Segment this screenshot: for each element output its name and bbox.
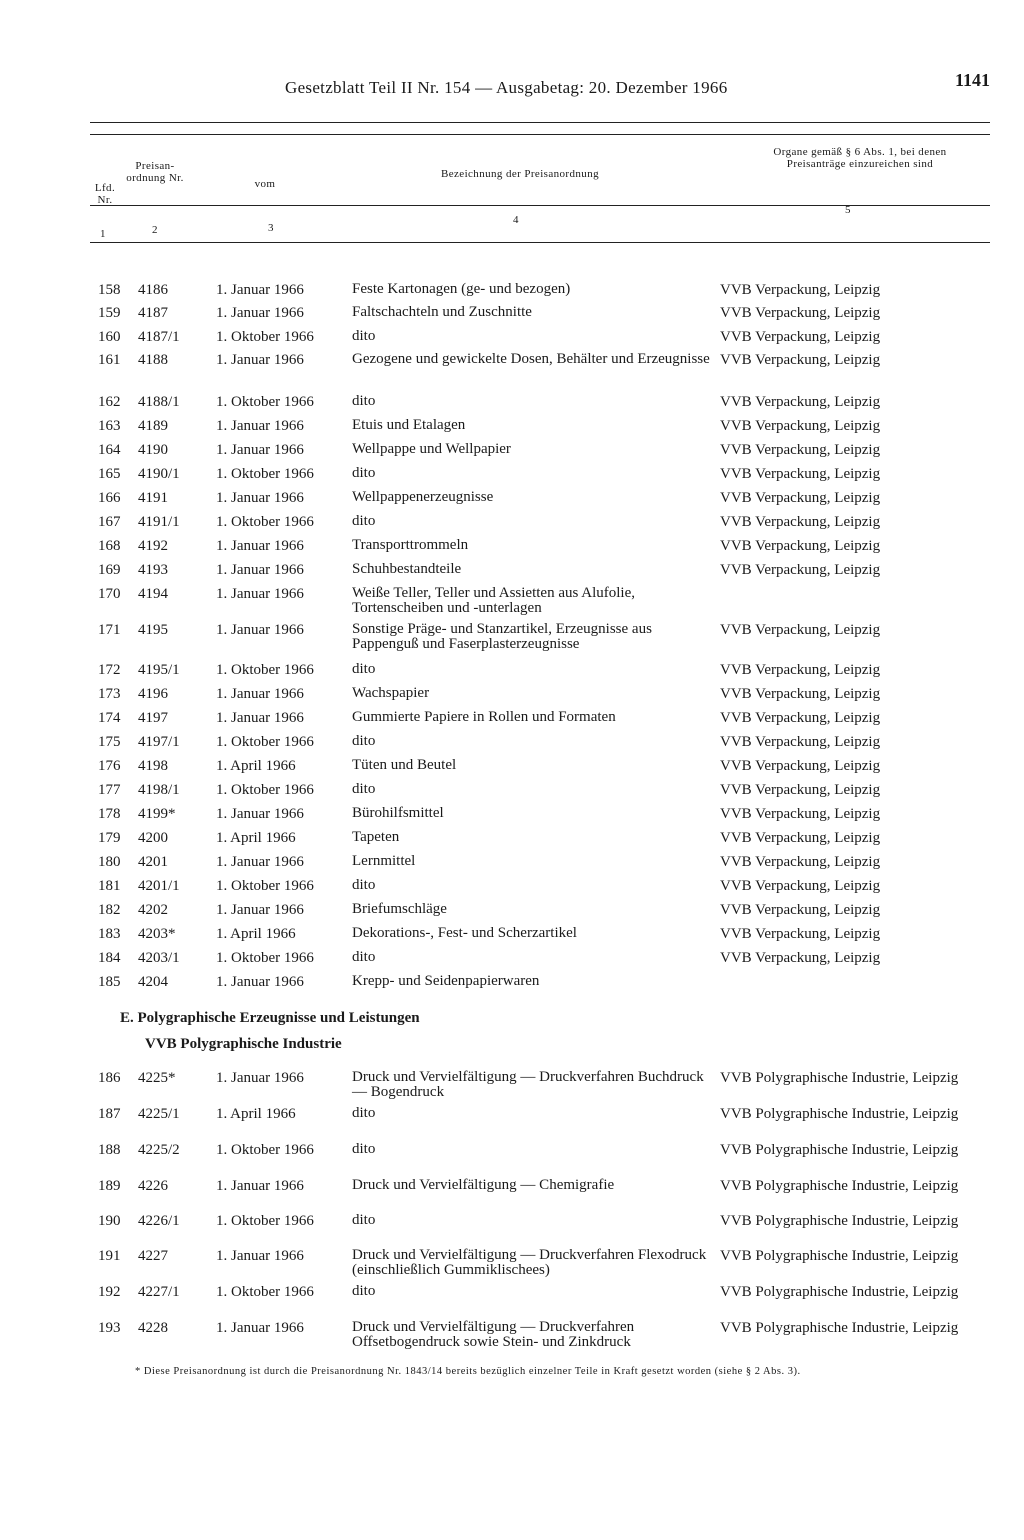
row-bezeichnung: Tapeten bbox=[352, 829, 400, 845]
row-bezeichnung: Bürohilfsmittel bbox=[352, 805, 444, 821]
row-organ: VVB Verpackung, Leipzig bbox=[720, 622, 881, 638]
row-lfd-nr: 176 bbox=[98, 758, 121, 774]
row-preisanordnung-nr: 4201/1 bbox=[138, 878, 180, 894]
row-bezeichnung: Etuis und Etalagen bbox=[352, 417, 466, 433]
row-date: 1. Januar 1966 bbox=[216, 1070, 304, 1086]
row-lfd-nr: 158 bbox=[98, 282, 121, 298]
row-preisanordnung-nr: 4202 bbox=[138, 902, 168, 918]
row-preisanordnung-nr: 4190/1 bbox=[138, 466, 180, 482]
table-row bbox=[90, 329, 970, 351]
row-bezeichnung: Gezogene und gewickelte Dosen, Behälter und Erzeugnisse bbox=[352, 351, 710, 367]
row-date: 1. Januar 1966 bbox=[216, 418, 304, 434]
row-lfd-nr: 166 bbox=[98, 490, 121, 506]
row-organ: VVB Verpackung, Leipzig bbox=[720, 830, 881, 846]
row-organ: VVB Verpackung, Leipzig bbox=[720, 878, 881, 894]
col-number-3: 3 bbox=[268, 222, 274, 234]
row-bezeichnung: dito bbox=[352, 877, 376, 893]
row-bezeichnung: Gummierte Papiere in Rollen und Formaten bbox=[352, 709, 616, 725]
row-preisanordnung-nr: 4194 bbox=[138, 586, 168, 602]
table-row bbox=[90, 782, 970, 804]
footnote: * Diese Preisanordnung ist durch die Preisanordnung Nr. 1843/14 bereits bezüglich einzelner Teile in Kraft gesetzt worden (siehe § 2 Abs. 3). bbox=[135, 1366, 801, 1377]
row-lfd-nr: 189 bbox=[98, 1178, 121, 1194]
row-organ: VVB Verpackung, Leipzig bbox=[720, 734, 881, 750]
row-bezeichnung: Feste Kartonagen (ge- und bezogen) bbox=[352, 281, 571, 297]
row-lfd-nr: 173 bbox=[98, 686, 121, 702]
row-lfd-nr: 163 bbox=[98, 418, 121, 434]
col-head-organe: Organe gemäß § 6 Abs. 1, bei denen Preisanträge einzureichen sind bbox=[773, 146, 947, 170]
table-row bbox=[90, 806, 970, 828]
header-title: Gesetzblatt Teil II Nr. 154 — Ausgabetag: 20. Dezember 1966 bbox=[285, 78, 728, 97]
row-date: 1. Januar 1966 bbox=[216, 352, 304, 368]
col-number-5: 5 bbox=[845, 204, 851, 216]
table-row bbox=[90, 514, 970, 536]
row-preisanordnung-nr: 4228 bbox=[138, 1320, 168, 1336]
row-date: 1. April 1966 bbox=[216, 830, 296, 846]
table-row bbox=[90, 282, 970, 304]
row-date: 1. Oktober 1966 bbox=[216, 1284, 314, 1300]
row-bezeichnung: Lernmittel bbox=[352, 853, 416, 869]
table-row bbox=[90, 662, 970, 684]
row-bezeichnung: dito bbox=[352, 1105, 376, 1121]
row-organ: VVB Polygraphische Industrie, Leipzig bbox=[720, 1248, 959, 1264]
table-row bbox=[90, 394, 970, 416]
row-organ: VVB Polygraphische Industrie, Leipzig bbox=[720, 1284, 959, 1300]
row-bezeichnung: dito bbox=[352, 328, 376, 344]
row-organ: VVB Verpackung, Leipzig bbox=[720, 490, 881, 506]
row-preisanordnung-nr: 4225* bbox=[138, 1070, 176, 1086]
table-row bbox=[90, 950, 970, 972]
row-date: 1. Oktober 1966 bbox=[216, 514, 314, 530]
row-bezeichnung: Sonstige Präge- und Stanzartikel, Erzeugnisse aus Pappenguß und Faserplasterzeugnisse bbox=[352, 621, 652, 652]
row-organ: VVB Verpackung, Leipzig bbox=[720, 758, 881, 774]
row-lfd-nr: 169 bbox=[98, 562, 121, 578]
row-preisanordnung-nr: 4197 bbox=[138, 710, 168, 726]
row-preisanordnung-nr: 4197/1 bbox=[138, 734, 180, 750]
row-bezeichnung: Druck und Vervielfältigung — Chemigrafie bbox=[352, 1177, 615, 1193]
col-head-vom: vom bbox=[254, 178, 276, 190]
row-lfd-nr: 174 bbox=[98, 710, 121, 726]
row-lfd-nr: 191 bbox=[98, 1248, 121, 1264]
page-header bbox=[90, 70, 990, 104]
row-preisanordnung-nr: 4195/1 bbox=[138, 662, 180, 678]
row-preisanordnung-nr: 4186 bbox=[138, 282, 168, 298]
row-organ: VVB Verpackung, Leipzig bbox=[720, 926, 881, 942]
section-title: E. Polygraphische Erzeugnisse und Leistungen bbox=[120, 1010, 420, 1026]
table-row bbox=[90, 352, 970, 374]
row-date: 1. April 1966 bbox=[216, 758, 296, 774]
row-preisanordnung-nr: 4226 bbox=[138, 1178, 168, 1194]
row-organ: VVB Verpackung, Leipzig bbox=[720, 394, 881, 410]
row-lfd-nr: 160 bbox=[98, 329, 121, 345]
row-bezeichnung: dito bbox=[352, 393, 376, 409]
row-lfd-nr: 162 bbox=[98, 394, 121, 410]
table-row bbox=[90, 1106, 970, 1128]
row-bezeichnung: Wellpappe und Wellpapier bbox=[352, 441, 511, 457]
row-date: 1. Januar 1966 bbox=[216, 902, 304, 918]
table-row bbox=[90, 562, 970, 584]
table-row bbox=[90, 1142, 970, 1164]
table-row bbox=[90, 854, 970, 876]
row-date: 1. Oktober 1966 bbox=[216, 1142, 314, 1158]
row-preisanordnung-nr: 4187/1 bbox=[138, 329, 180, 345]
table-row bbox=[90, 734, 970, 756]
table-row bbox=[90, 1178, 970, 1200]
row-date: 1. Januar 1966 bbox=[216, 1320, 304, 1336]
row-preisanordnung-nr: 4200 bbox=[138, 830, 168, 846]
row-date: 1. Januar 1966 bbox=[216, 854, 304, 870]
row-lfd-nr: 182 bbox=[98, 902, 121, 918]
row-bezeichnung: Transporttrommeln bbox=[352, 537, 469, 553]
row-organ: VVB Verpackung, Leipzig bbox=[720, 806, 881, 822]
row-preisanordnung-nr: 4187 bbox=[138, 305, 168, 321]
row-lfd-nr: 181 bbox=[98, 878, 121, 894]
row-organ: VVB Polygraphische Industrie, Leipzig bbox=[720, 1213, 959, 1229]
row-preisanordnung-nr: 4227 bbox=[138, 1248, 168, 1264]
col-head-preisanordnung: Preisan-ordnung Nr. bbox=[126, 160, 184, 184]
row-date: 1. Januar 1966 bbox=[216, 586, 304, 602]
row-lfd-nr: 171 bbox=[98, 622, 121, 638]
row-date: 1. Januar 1966 bbox=[216, 1178, 304, 1194]
row-bezeichnung: Dekorations-, Fest- und Scherzartikel bbox=[352, 925, 577, 941]
section-subtitle: VVB Polygraphische Industrie bbox=[145, 1036, 342, 1052]
row-lfd-nr: 179 bbox=[98, 830, 121, 846]
row-organ: VVB Verpackung, Leipzig bbox=[720, 950, 881, 966]
row-bezeichnung: dito bbox=[352, 513, 376, 529]
row-lfd-nr: 177 bbox=[98, 782, 121, 798]
table-row bbox=[90, 686, 970, 708]
row-organ: VVB Verpackung, Leipzig bbox=[720, 329, 881, 345]
row-preisanordnung-nr: 4204 bbox=[138, 974, 168, 990]
row-preisanordnung-nr: 4198 bbox=[138, 758, 168, 774]
row-bezeichnung: dito bbox=[352, 1141, 376, 1157]
row-date: 1. Januar 1966 bbox=[216, 282, 304, 298]
table-row bbox=[90, 305, 970, 327]
table-row bbox=[90, 442, 970, 464]
row-lfd-nr: 187 bbox=[98, 1106, 121, 1122]
table-top-rule bbox=[90, 134, 990, 135]
row-date: 1. Januar 1966 bbox=[216, 974, 304, 990]
row-date: 1. April 1966 bbox=[216, 1106, 296, 1122]
row-bezeichnung: dito bbox=[352, 781, 376, 797]
row-lfd-nr: 168 bbox=[98, 538, 121, 554]
row-lfd-nr: 164 bbox=[98, 442, 121, 458]
table-row bbox=[90, 830, 970, 852]
row-organ: VVB Verpackung, Leipzig bbox=[720, 854, 881, 870]
header-rule bbox=[90, 122, 990, 123]
row-organ: VVB Verpackung, Leipzig bbox=[720, 305, 881, 321]
page-number: 1141 bbox=[954, 70, 990, 90]
row-organ: VVB Verpackung, Leipzig bbox=[720, 466, 881, 482]
row-preisanordnung-nr: 4188/1 bbox=[138, 394, 180, 410]
row-lfd-nr: 188 bbox=[98, 1142, 121, 1158]
row-date: 1. Oktober 1966 bbox=[216, 329, 314, 345]
row-lfd-nr: 184 bbox=[98, 950, 121, 966]
row-date: 1. Oktober 1966 bbox=[216, 734, 314, 750]
row-preisanordnung-nr: 4189 bbox=[138, 418, 168, 434]
row-date: 1. Januar 1966 bbox=[216, 806, 304, 822]
row-organ: VVB Verpackung, Leipzig bbox=[720, 782, 881, 798]
row-lfd-nr: 192 bbox=[98, 1284, 121, 1300]
row-organ: VVB Verpackung, Leipzig bbox=[720, 710, 881, 726]
row-date: 1. Januar 1966 bbox=[216, 442, 304, 458]
row-organ: VVB Verpackung, Leipzig bbox=[720, 442, 881, 458]
table-row bbox=[90, 466, 970, 488]
row-preisanordnung-nr: 4227/1 bbox=[138, 1284, 180, 1300]
row-date: 1. Januar 1966 bbox=[216, 538, 304, 554]
col-number-1: 1 bbox=[100, 228, 106, 240]
row-date: 1. Oktober 1966 bbox=[216, 394, 314, 410]
row-date: 1. Januar 1966 bbox=[216, 710, 304, 726]
row-bezeichnung: Schuhbestandteile bbox=[352, 561, 462, 577]
table-row bbox=[90, 878, 970, 900]
row-preisanordnung-nr: 4188 bbox=[138, 352, 168, 368]
col-number-2: 2 bbox=[152, 224, 158, 236]
table-row bbox=[90, 758, 970, 780]
row-bezeichnung: dito bbox=[352, 465, 376, 481]
row-organ: VVB Polygraphische Industrie, Leipzig bbox=[720, 1142, 959, 1158]
row-date: 1. April 1966 bbox=[216, 926, 296, 942]
row-organ: VVB Polygraphische Industrie, Leipzig bbox=[720, 1320, 959, 1336]
row-bezeichnung: dito bbox=[352, 1283, 376, 1299]
row-bezeichnung: Briefumschläge bbox=[352, 901, 447, 917]
row-preisanordnung-nr: 4199* bbox=[138, 806, 176, 822]
table-row bbox=[90, 926, 970, 948]
row-bezeichnung: Weiße Teller, Teller und Assietten aus Alufolie, Tortenscheiben und -unterlagen bbox=[352, 585, 635, 616]
row-bezeichnung: dito bbox=[352, 661, 376, 677]
table-row bbox=[90, 621, 970, 652]
row-preisanordnung-nr: 4191 bbox=[138, 490, 168, 506]
row-preisanordnung-nr: 4192 bbox=[138, 538, 168, 554]
row-organ: VVB Verpackung, Leipzig bbox=[720, 282, 881, 298]
row-bezeichnung: Druck und Vervielfältigung — Druckverfahren Buchdruck — Bogendruck bbox=[352, 1069, 704, 1100]
row-date: 1. Januar 1966 bbox=[216, 1248, 304, 1264]
row-date: 1. Oktober 1966 bbox=[216, 1213, 314, 1229]
row-lfd-nr: 186 bbox=[98, 1070, 121, 1086]
row-bezeichnung: Tüten und Beutel bbox=[352, 757, 457, 773]
table-row bbox=[90, 418, 970, 440]
row-date: 1. Oktober 1966 bbox=[216, 466, 314, 482]
table-row bbox=[90, 1069, 970, 1100]
row-lfd-nr: 180 bbox=[98, 854, 121, 870]
row-preisanordnung-nr: 4191/1 bbox=[138, 514, 180, 530]
row-date: 1. Januar 1966 bbox=[216, 490, 304, 506]
row-preisanordnung-nr: 4193 bbox=[138, 562, 168, 578]
row-lfd-nr: 172 bbox=[98, 662, 121, 678]
row-date: 1. Oktober 1966 bbox=[216, 878, 314, 894]
row-organ: VVB Polygraphische Industrie, Leipzig bbox=[720, 1106, 959, 1122]
row-preisanordnung-nr: 4226/1 bbox=[138, 1213, 180, 1229]
table-row bbox=[90, 1247, 970, 1278]
row-preisanordnung-nr: 4198/1 bbox=[138, 782, 180, 798]
col-number-rule bbox=[90, 242, 990, 243]
row-date: 1. Januar 1966 bbox=[216, 686, 304, 702]
row-lfd-nr: 175 bbox=[98, 734, 121, 750]
row-date: 1. Oktober 1966 bbox=[216, 662, 314, 678]
row-lfd-nr: 165 bbox=[98, 466, 121, 482]
row-preisanordnung-nr: 4225/1 bbox=[138, 1106, 180, 1122]
table-row bbox=[90, 902, 970, 924]
row-organ: VVB Verpackung, Leipzig bbox=[720, 418, 881, 434]
col-head-lfd: Lfd. Nr. bbox=[94, 182, 116, 206]
col-number-4: 4 bbox=[513, 214, 519, 226]
row-lfd-nr: 190 bbox=[98, 1213, 121, 1229]
row-lfd-nr: 185 bbox=[98, 974, 121, 990]
row-preisanordnung-nr: 4195 bbox=[138, 622, 168, 638]
table-row bbox=[90, 490, 970, 512]
row-date: 1. Oktober 1966 bbox=[216, 950, 314, 966]
row-lfd-nr: 161 bbox=[98, 352, 121, 368]
row-preisanordnung-nr: 4203/1 bbox=[138, 950, 180, 966]
row-lfd-nr: 167 bbox=[98, 514, 121, 530]
row-preisanordnung-nr: 4201 bbox=[138, 854, 168, 870]
row-bezeichnung: Druck und Vervielfältigung — Druckverfahren Flexodruck (einschließlich Gummiklischees) bbox=[352, 1247, 707, 1278]
row-lfd-nr: 159 bbox=[98, 305, 121, 321]
row-lfd-nr: 193 bbox=[98, 1320, 121, 1336]
row-preisanordnung-nr: 4225/2 bbox=[138, 1142, 180, 1158]
row-organ: VVB Verpackung, Leipzig bbox=[720, 902, 881, 918]
row-date: 1. Oktober 1966 bbox=[216, 782, 314, 798]
row-lfd-nr: 183 bbox=[98, 926, 121, 942]
row-lfd-nr: 170 bbox=[98, 586, 121, 602]
table-row bbox=[90, 974, 970, 996]
row-organ: VVB Verpackung, Leipzig bbox=[720, 562, 881, 578]
table-row bbox=[90, 1213, 970, 1235]
row-bezeichnung: dito bbox=[352, 1212, 376, 1228]
table-row bbox=[90, 1284, 970, 1306]
row-organ: VVB Verpackung, Leipzig bbox=[720, 538, 881, 554]
row-bezeichnung: dito bbox=[352, 733, 376, 749]
row-preisanordnung-nr: 4203* bbox=[138, 926, 176, 942]
col-head-rule bbox=[90, 205, 990, 206]
row-date: 1. Januar 1966 bbox=[216, 305, 304, 321]
table-row bbox=[90, 585, 970, 616]
row-lfd-nr: 178 bbox=[98, 806, 121, 822]
table-row bbox=[90, 538, 970, 560]
table-row bbox=[90, 710, 970, 732]
row-bezeichnung: Faltschachteln und Zuschnitte bbox=[352, 304, 532, 320]
row-bezeichnung: Wachspapier bbox=[352, 685, 430, 701]
row-organ: VVB Verpackung, Leipzig bbox=[720, 686, 881, 702]
row-preisanordnung-nr: 4190 bbox=[138, 442, 168, 458]
table-row bbox=[90, 1319, 970, 1350]
row-organ: VVB Polygraphische Industrie, Leipzig bbox=[720, 1070, 959, 1086]
col-head-bezeichnung: Bezeichnung der Preisanordnung bbox=[440, 168, 599, 180]
row-bezeichnung: dito bbox=[352, 949, 376, 965]
row-organ: VVB Verpackung, Leipzig bbox=[720, 514, 881, 530]
row-bezeichnung: Wellpappenerzeugnisse bbox=[352, 489, 494, 505]
row-date: 1. Januar 1966 bbox=[216, 622, 304, 638]
row-date: 1. Januar 1966 bbox=[216, 562, 304, 578]
row-organ: VVB Verpackung, Leipzig bbox=[720, 662, 881, 678]
row-organ: VVB Polygraphische Industrie, Leipzig bbox=[720, 1178, 959, 1194]
row-bezeichnung: Druck und Vervielfältigung — Druckverfahren Offsetbogendruck sowie Stein- und Zinkdruck bbox=[352, 1319, 635, 1350]
row-preisanordnung-nr: 4196 bbox=[138, 686, 168, 702]
row-organ: VVB Verpackung, Leipzig bbox=[720, 352, 881, 368]
row-bezeichnung: Krepp- und Seidenpapierwaren bbox=[352, 973, 540, 989]
